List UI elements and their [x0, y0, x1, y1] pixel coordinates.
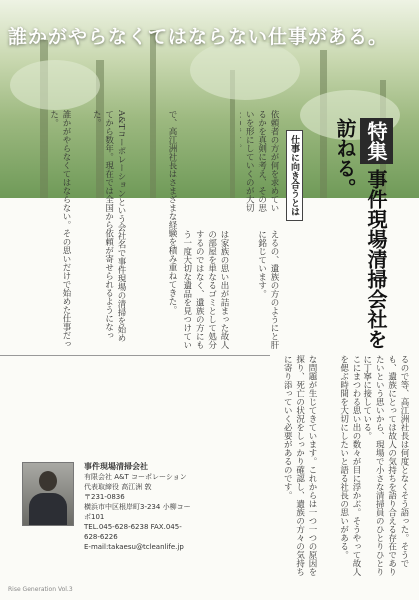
company-rep: 代表取締役 高江洲 敦 — [84, 483, 152, 491]
banner-title: 誰かがやらなくてはならない仕事がある。 — [8, 26, 389, 48]
photo-body — [29, 493, 67, 526]
article-column-2: こにまつわる思い出の数々が目に浮かぶ。そうやって故人を偲ぶ時間を大切にしたいと語る社長の思いがある。 — [338, 355, 361, 576]
section-divider — [0, 355, 270, 356]
company-phone: TEL.045-628-6238 FAX.045-628-6226 — [84, 523, 182, 541]
president-photo — [22, 462, 74, 526]
foliage — [10, 60, 100, 110]
series-tag: 仕事に向き合うとは — [286, 130, 303, 221]
article-column-3: な問題が生じてきています。これからは一つ一つの原因を探り、死亡の状況をしっかり確認し、遺族の方々の気持ちに寄り添っていく必要があるのです。 — [282, 355, 317, 576]
company-address: 横浜市中区根岸町3-234 小柳コーポ101 — [84, 503, 191, 521]
article-column-4: えるの、遺族の方のようにと肝に銘じています。 — [256, 230, 279, 349]
article-column-1: るので等、高江洲社長は何度となくそう語った。そうでも、遺族にとっては故人の気持ちを語り合える存在でありたいという思いから、現場で小さな清掃員のひとりひとりに丁寧に接している。 — [362, 355, 409, 576]
company-label: 事件現場清掃会社 — [84, 462, 148, 471]
company-details — [84, 462, 192, 552]
company-name: 有限会社 A&T コーポレーション — [84, 473, 187, 481]
article-column-5: は家族の思い出が詰まった故人の部屋を単なるゴミとして処分するのではなく、遺族の方にもう一度大切な遺品を見つけてい — [181, 230, 229, 349]
heading-line-1: 事件現場清掃会社を — [364, 169, 388, 350]
article-column-7: で、高江洲社長はさまざまな経験を積み重ねてきた。 — [167, 110, 177, 314]
footer-text: Rise Generation Vol.3 — [8, 586, 73, 593]
foliage — [190, 40, 300, 100]
article-column-6: 依頼者の方が何を求めているかを真剣に考え、その思いを形にしていくのが大切 — [244, 110, 279, 212]
company-zip: 〒231-0836 — [84, 493, 125, 501]
company-info — [22, 462, 192, 572]
photo-head — [39, 471, 57, 491]
article-column-8: A&Tコーポレーションという会社名で事件現場の清掃を始めてから数年。現在では全国から依頼が寄せられるようになった。 — [91, 110, 126, 342]
company-email[interactable]: E-mail:takaesu@tcleanlife.jp — [84, 543, 184, 551]
article-column-9: 誰かがやらなくてはならない。その思いだけで始めた仕事だった。 — [48, 110, 71, 348]
feature-badge: 特集 — [360, 118, 393, 164]
feature-heading — [330, 118, 393, 349]
heading-line-2: 訪ねる。 — [333, 118, 357, 198]
